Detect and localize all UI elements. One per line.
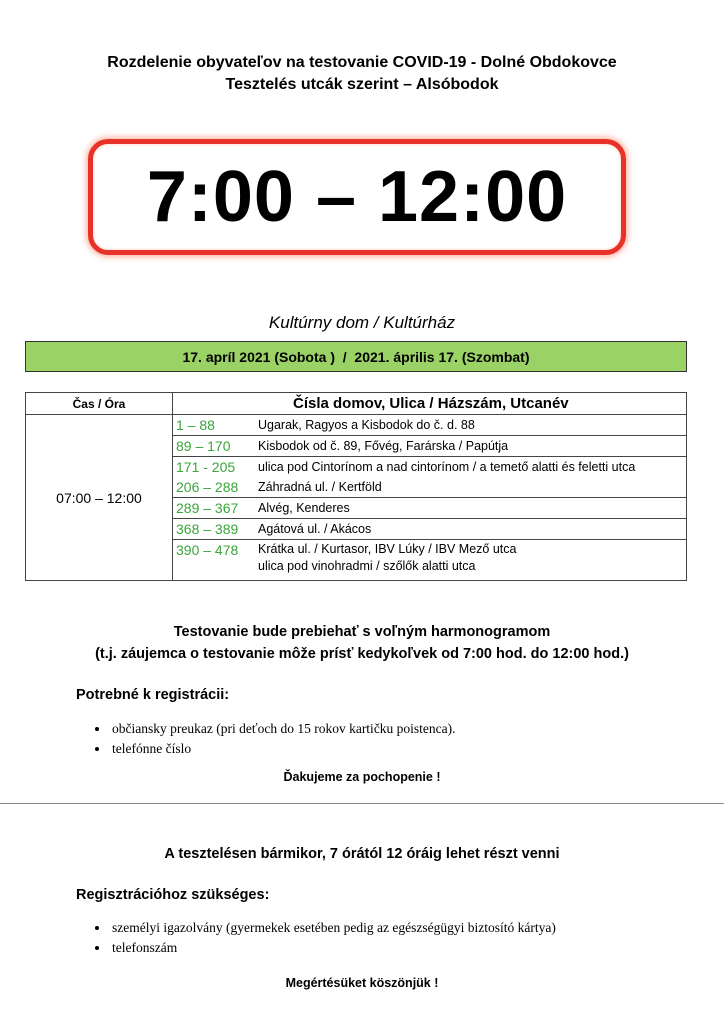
sk-note-line-2: (t.j. záujemca o testovanie môže prísť kedykoľvek od 7:00 hod. do 12:00 hod.) xyxy=(95,646,629,662)
house-range: 1 – 88 xyxy=(176,417,215,433)
street-desc: Agátová ul. / Akácos xyxy=(258,522,372,536)
hu-thanks: Megértésüket köszönjük ! xyxy=(285,976,439,990)
list-item: • személyi igazolvány (gyermekek esetében pedig az egészségügyi biztosító kártya) xyxy=(110,918,556,938)
list-item xyxy=(173,519,686,540)
house-range: 289 – 367 xyxy=(176,500,239,516)
list-item xyxy=(173,436,686,457)
time-column-header: Čas / Óra xyxy=(26,393,173,415)
sk-schedule-note xyxy=(0,621,724,665)
street-desc: Alvég, Kenderes xyxy=(258,501,350,515)
list-item xyxy=(173,477,686,498)
time-banner: 7:00 – 12:00 xyxy=(88,139,626,255)
list-item xyxy=(173,457,686,477)
house-range: 368 – 389 xyxy=(176,521,239,537)
hu-schedule-note: A tesztelésen bármikor, 7 órától 12 óráig lehet részt venni xyxy=(164,846,560,862)
list-item xyxy=(173,498,686,519)
address-cell xyxy=(173,415,687,581)
date-bar: 17. apríl 2021 (Sobota ) / 2021. április 17. (Szombat) xyxy=(25,341,687,372)
street-desc: Záhradná ul. / Kertföld xyxy=(258,480,382,494)
list-item: • telefonszám xyxy=(110,938,556,958)
title-line-1: Rozdelenie obyvateľov na testovanie COVID-19 - Dolné Obdokovce xyxy=(107,54,617,71)
section-divider xyxy=(0,803,724,804)
street-desc: ulica pod Cintorínom a nad cintorínom / a temető alatti és feletti utca xyxy=(258,460,636,474)
schedule-table xyxy=(25,392,687,581)
sk-note-line-1: Testovanie bude prebiehať s voľným harmonogramom xyxy=(173,624,551,640)
venue-label: Kultúrny dom / Kultúrház xyxy=(268,313,456,332)
sk-requirements-list xyxy=(76,719,456,759)
sk-requirements-title: Potrebné k registrácii: xyxy=(76,687,230,703)
list-item: • občiansky preukaz (pri deťoch do 15 rokov kartičku poistenca). xyxy=(110,719,456,739)
list-item xyxy=(173,415,686,436)
street-desc: Kisbodok od č. 89, Fővég, Farárska / Papútja xyxy=(258,439,509,453)
street-desc: Ugarak, Ragyos a Kisbodok do č. d. 88 xyxy=(258,418,475,432)
house-range: 171 - 205 xyxy=(176,459,236,475)
time-cell: 07:00 – 12:00 xyxy=(26,415,173,581)
hu-requirements-list xyxy=(76,918,556,958)
house-range: 206 – 288 xyxy=(176,479,239,495)
title-line-2: Tesztelés utcák szerint – Alsóbodok xyxy=(225,76,499,93)
list-item: • telefónne číslo xyxy=(110,739,456,759)
table-header-row xyxy=(26,393,687,415)
house-range: 89 – 170 xyxy=(176,438,231,454)
address-column-header: Čísla domov, Ulica / Házszám, Utcanév xyxy=(173,393,687,415)
list-item xyxy=(173,540,686,580)
street-desc-line-1: Krátka ul. / Kurtasor, IBV Lúky / IBV Mező utca xyxy=(258,542,517,556)
street-desc xyxy=(258,542,516,573)
hu-requirements-title: Regisztrációhoz szükséges: xyxy=(76,887,270,903)
street-desc-line-2: ulica pod vinohradmi / szőlők alatti utca xyxy=(258,559,476,573)
sk-thanks: Ďakujeme za pochopenie ! xyxy=(283,770,441,784)
table-row xyxy=(26,415,687,581)
page-title xyxy=(0,52,724,96)
house-range: 390 – 478 xyxy=(176,542,239,558)
